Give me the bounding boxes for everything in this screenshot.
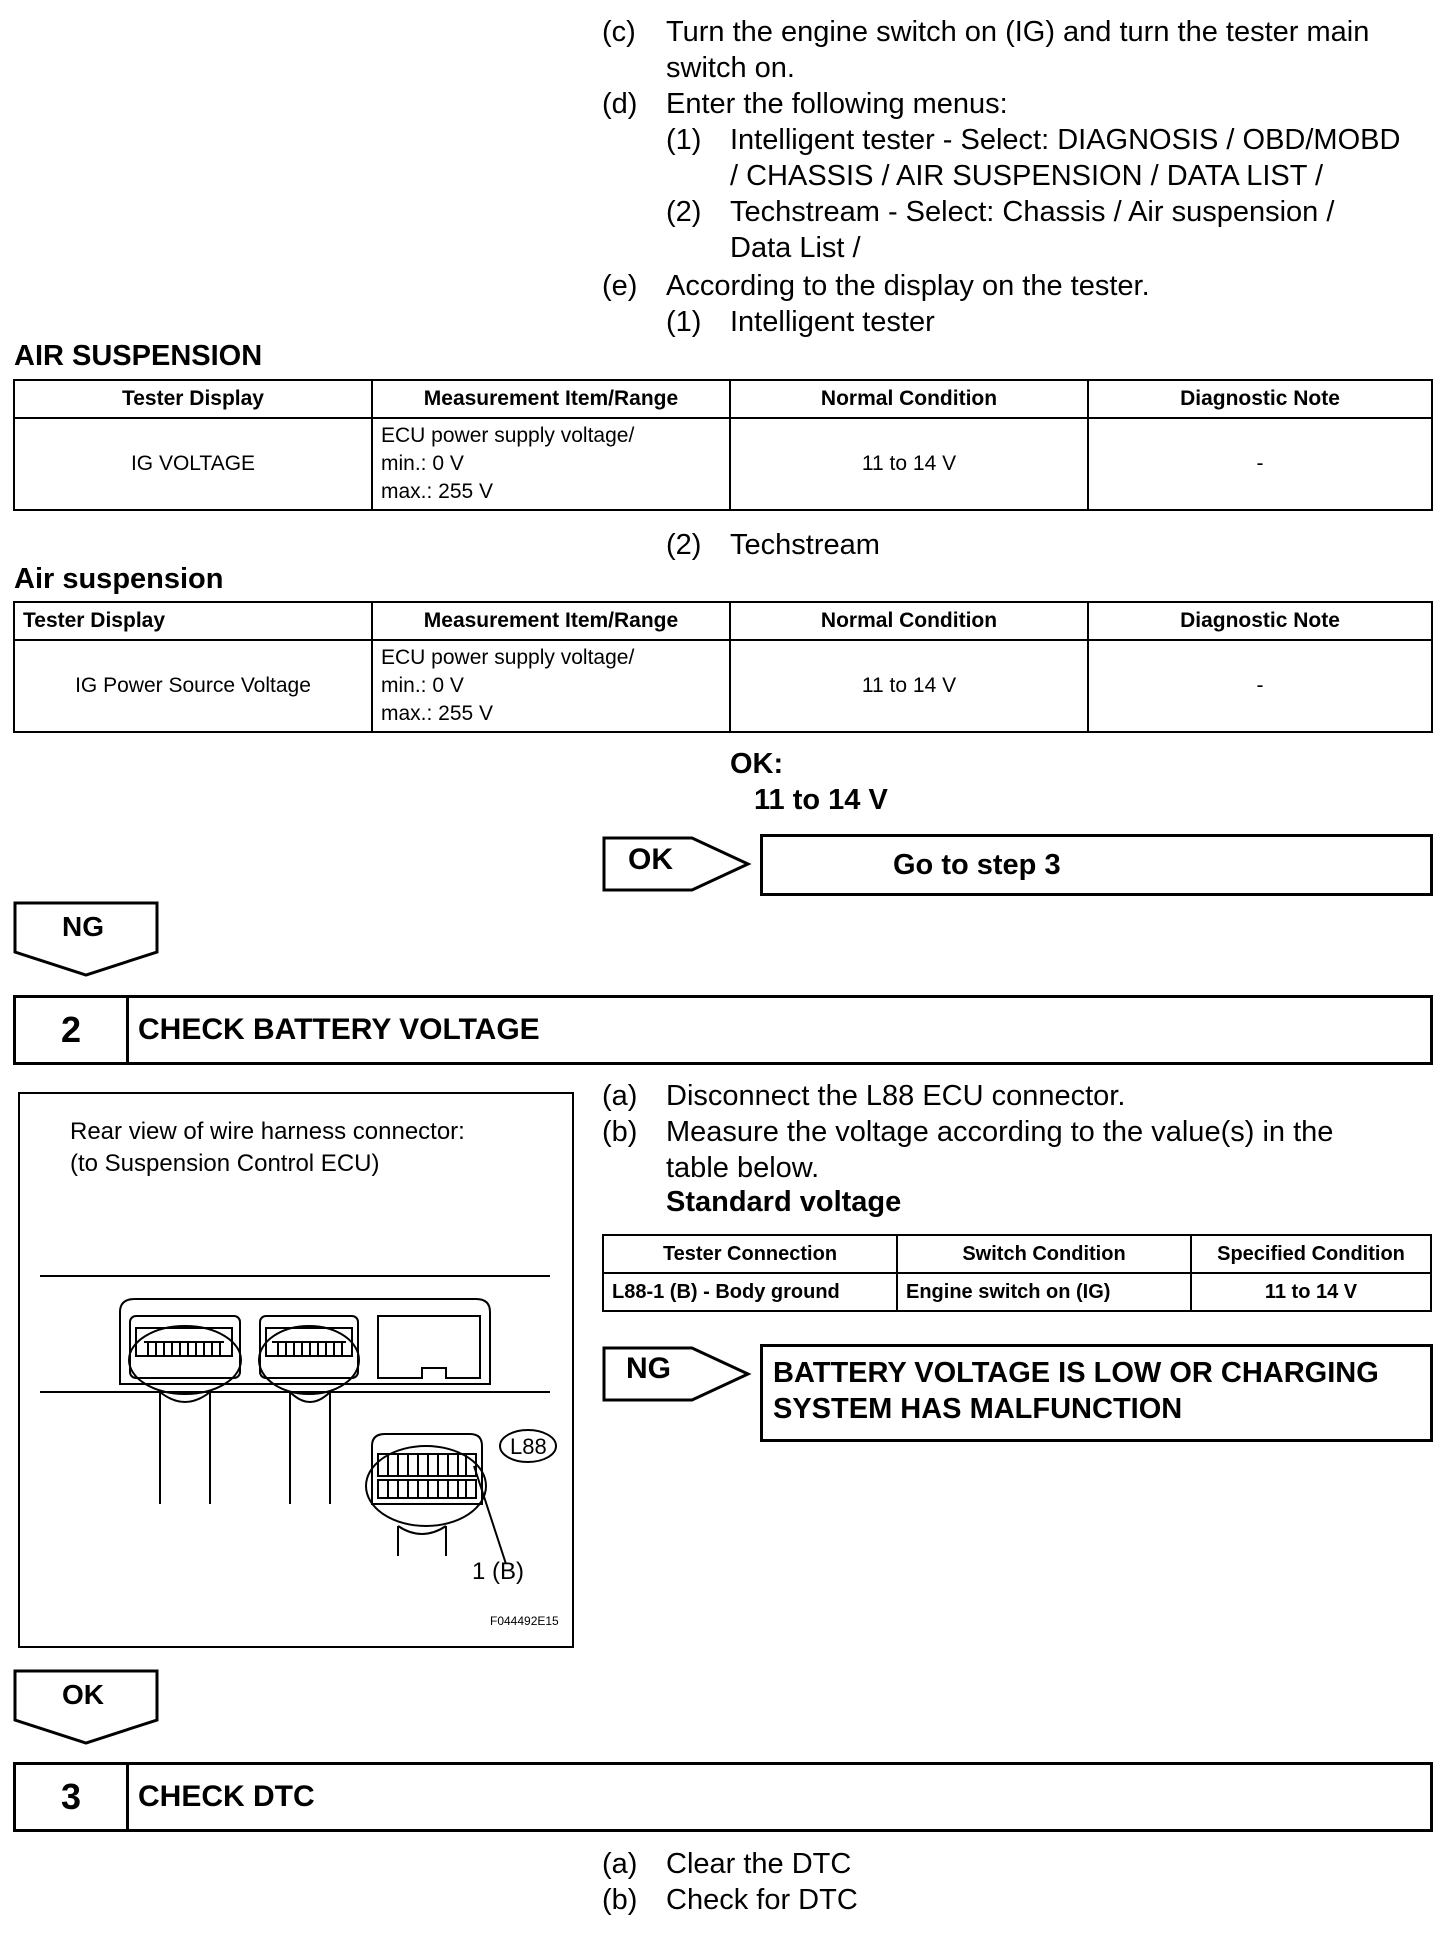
table-cell: IG Power Source Voltage [14,640,372,732]
connector-label: L88 [510,1434,547,1459]
table-header: Diagnostic Note [1088,602,1432,640]
table-header: Tester Display [14,380,372,418]
table-header: Specified Condition [1191,1235,1431,1273]
ng-down-arrow-label: NG [62,911,104,942]
step-label: (a) [602,1080,638,1112]
step-label: (2) [666,196,702,228]
step-2-a [602,1078,1422,1114]
step-text: Clear the DTC [666,1848,852,1880]
table-cell-range [372,640,730,732]
step-title: CHECK BATTERY VOLTAGE [138,1013,540,1046]
step-text: Techstream - Select: Chassis / Air suspension / [730,196,1335,228]
table-header: Tester Display [14,602,372,640]
range-line: ECU power supply voltage/ [381,646,635,669]
step-e-2 [666,527,1066,563]
step-text: Intelligent tester - Select: DIAGNOSIS / OBD/MOBD [730,124,1401,156]
step-number: 2 [16,998,129,1062]
step-title: CHECK DTC [138,1780,315,1813]
ok-arrow-shape [600,834,760,894]
table2-title: Air suspension [14,563,224,595]
ok-arrow-label: OK [628,843,673,876]
table-header: Measurement Item/Range [372,602,730,640]
ok-down-arrow-label: OK [62,1679,104,1710]
step-3-b [602,1882,1422,1918]
range-line: max.: 255 V [381,480,494,503]
standard-voltage-title: Standard voltage [666,1186,902,1218]
step-text: Techstream [730,529,880,561]
step-text: According to the display on the tester. [666,270,1150,302]
step-label: (c) [602,16,636,48]
step-text: Measure the voltage according to the value(s) in the [666,1116,1334,1148]
figure-caption-line: Rear view of wire harness connector: [70,1118,465,1145]
step-2-b [602,1114,1422,1186]
step-c [602,14,1422,86]
table-cell: IG VOLTAGE [14,418,372,510]
connector-figure [18,1092,574,1648]
step-text: Intelligent tester [730,306,935,338]
data-list-table-techstream [13,601,1433,733]
table-cell: 11 to 14 V [730,418,1088,510]
range-line: max.: 255 V [381,702,494,725]
go-to-step-3-box[interactable] [760,834,1433,896]
step-label: (e) [602,270,638,302]
step-label: (b) [602,1884,638,1916]
go-to-step-3-text: Go to step 3 [893,849,1061,881]
step-text: switch on. [666,52,795,84]
step-label: (1) [666,306,702,338]
step-e [602,268,1422,304]
step-text: Turn the engine switch on (IG) and turn the tester main [666,16,1370,48]
table-cell: Engine switch on (IG) [897,1273,1191,1311]
table1-title: AIR SUSPENSION [14,340,263,372]
step-text: Enter the following menus: [666,88,1008,120]
step-d-1 [666,122,1446,194]
step-d-2 [666,194,1446,266]
step-d [602,86,1422,122]
ng-arrow-shape [600,1344,760,1404]
step-3-header [13,1762,1433,1832]
table-cell: L88-1 (B) - Body ground [603,1273,897,1311]
ok-result-value: 11 to 14 V [754,784,888,816]
table-cell: 11 to 14 V [1191,1273,1431,1311]
table-header: Measurement Item/Range [372,380,730,418]
step-text: Disconnect the L88 ECU connector. [666,1080,1126,1112]
step-text: Data List / [730,232,861,264]
range-line: ECU power supply voltage/ [381,424,635,447]
step-3-a [602,1846,1422,1882]
table-cell-range [372,418,730,510]
ng-arrow-label: NG [626,1352,671,1385]
table-header: Diagnostic Note [1088,380,1432,418]
step-text: table below. [666,1152,820,1184]
result-line: BATTERY VOLTAGE IS LOW OR CHARGING [773,1357,1379,1389]
data-list-table-intelligent [13,379,1433,511]
range-line: min.: 0 V [381,452,464,475]
table-header: Switch Condition [897,1235,1191,1273]
step-text: Check for DTC [666,1884,858,1916]
table-header: Normal Condition [730,380,1088,418]
figure-id: F044492E15 [490,1614,559,1628]
step-label: (b) [602,1116,638,1148]
table-cell: 11 to 14 V [730,640,1088,732]
battery-voltage-result-box[interactable] [760,1344,1433,1442]
table-cell: - [1088,640,1432,732]
pin-label: 1 (B) [472,1558,525,1585]
table-cell: - [1088,418,1432,510]
table-header: Normal Condition [730,602,1088,640]
ok-result-title: OK: [730,748,784,780]
figure-caption-line: (to Suspension Control ECU) [70,1150,380,1177]
step-label: (a) [602,1848,638,1880]
standard-voltage-table [602,1234,1432,1312]
step-label: (1) [666,124,702,156]
step-e-1 [666,304,1446,340]
step-number: 3 [16,1765,129,1829]
step-text: / CHASSIS / AIR SUSPENSION / DATA LIST / [730,160,1324,192]
result-line: SYSTEM HAS MALFUNCTION [773,1393,1183,1425]
step-2-header [13,995,1433,1065]
step-label: (2) [666,529,702,561]
range-line: min.: 0 V [381,674,464,697]
step-label: (d) [602,88,638,120]
table-header: Tester Connection [603,1235,897,1273]
